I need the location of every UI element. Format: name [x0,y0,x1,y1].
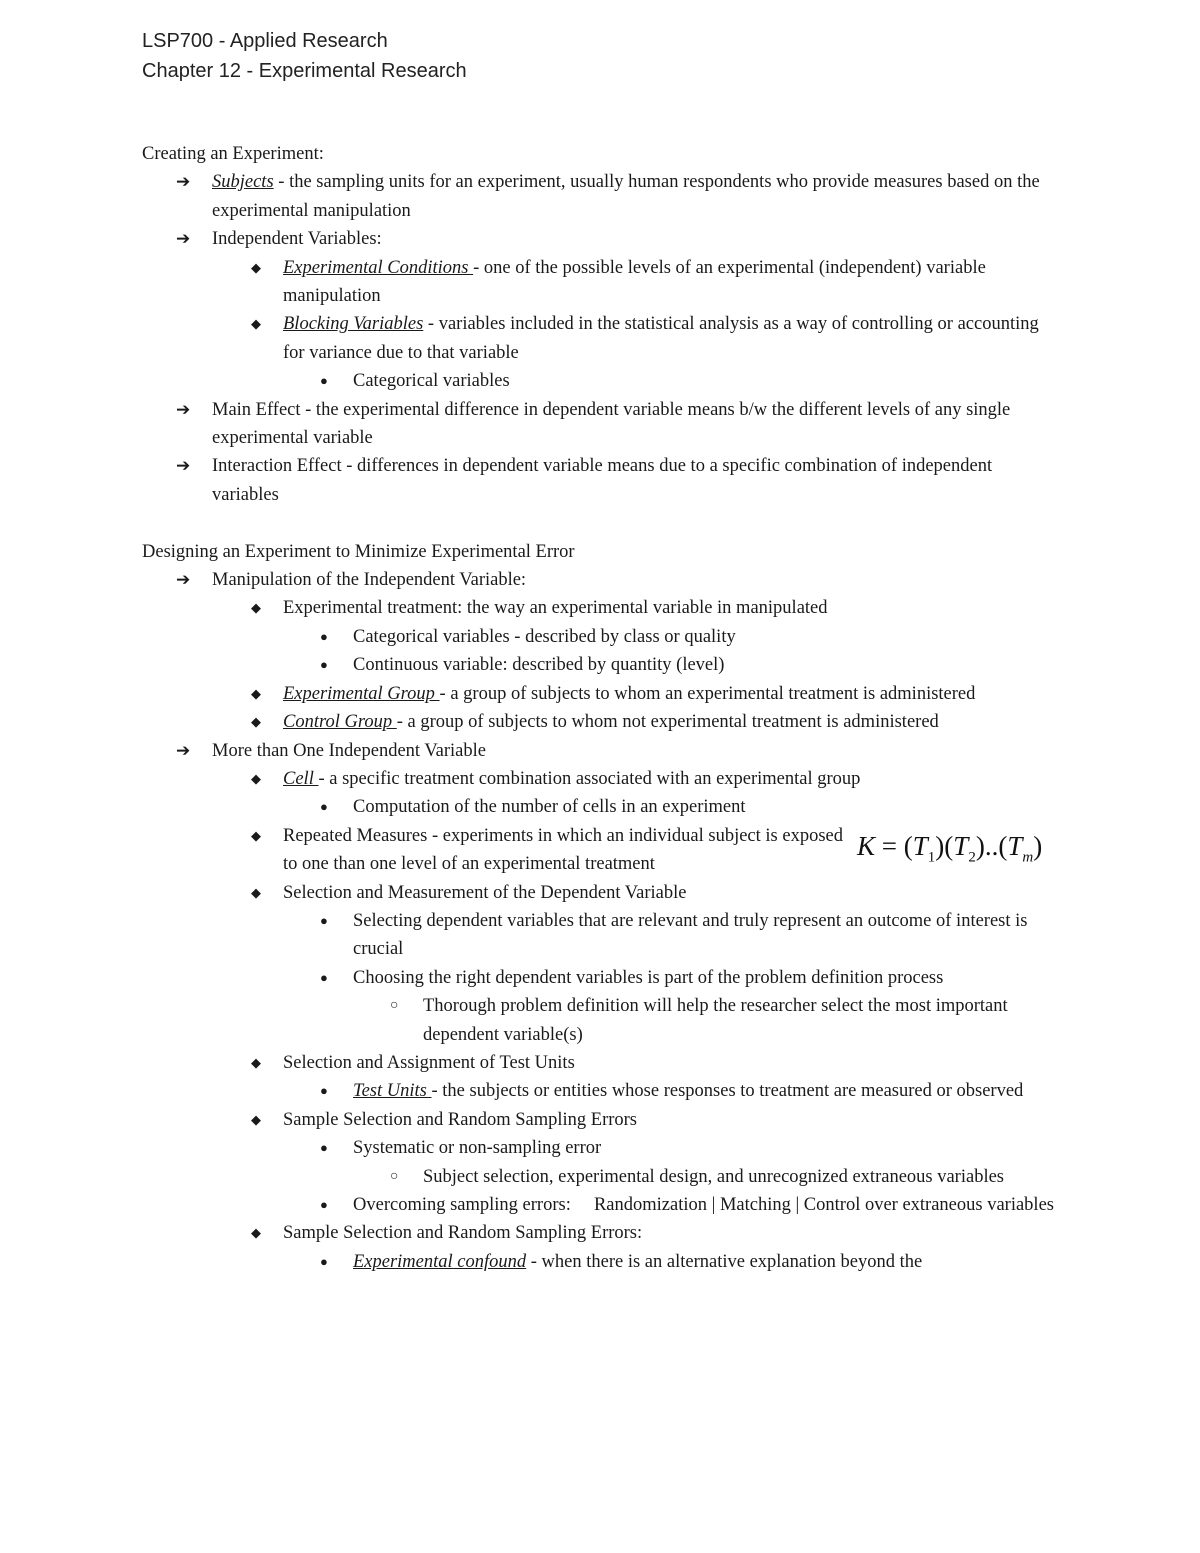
term-experimental-confound: Experimental confound [353,1251,527,1272]
list-item-cell [142,765,1062,793]
list-item-main-effect [142,396,1062,453]
diamond-icon: ◆ [251,770,261,786]
formula-paren: ) [1033,831,1043,861]
arrow-icon: ➔ [176,570,191,590]
arrow-icon: ➔ [176,172,191,192]
text-selection-tu: Selection and Assignment of Test Units [283,1052,575,1073]
text-selection-dv: Selection and Measurement of the Dependent Variable [283,882,687,903]
text-manipulation: Manipulation of the Independent Variable: [212,570,527,591]
text-computation: Computation of the number of cells in an experiment [353,797,746,818]
diamond-icon: ◆ [251,1054,261,1070]
list-item-categorical-variables [142,367,1062,395]
formula-paren: ) [975,831,985,861]
list-item-sample-selection [142,1106,1062,1134]
bullet-icon: ● [320,912,328,928]
section-spacer [142,509,1062,537]
definition-experimental-conditions: - one of the possible levels of an experimental (independent) variable manipulation [283,257,986,307]
text-categorical-variables: Categorical variables [353,371,510,392]
formula-paren: ( [998,831,1008,861]
list-item-experimental-treatment [142,594,1062,622]
list-item-more-than-one [142,737,1062,765]
text-systematic: Systematic or non-sampling error [353,1138,602,1159]
list-item-categorical [142,623,1062,651]
term-experimental-conditions: Experimental Conditions [283,257,474,278]
text-selecting-dv: Selecting dependent variables that are relevant and truly represent an outcome of interest is crucial [353,910,1028,960]
list-item-independent-variables [142,225,1062,253]
list-item-experimental-confound [142,1248,1062,1276]
definition-experimental-group: - a group of subjects to whom an experimental treatment is administered [439,683,976,704]
diamond-icon: ◆ [251,714,261,730]
term-experimental-group: Experimental Group [283,683,440,704]
course-title: LSP700 - Applied Research [142,30,388,52]
document-body [142,140,1062,1276]
formula-t: T [912,831,928,861]
bullet-icon: ● [320,657,328,673]
list-item-selecting-dv [142,907,1062,964]
diamond-icon: ◆ [251,1225,261,1241]
section-heading-creating: Creating an Experiment: [142,144,324,164]
text-overcoming: Overcoming sampling errors: Randomization | Matching | Control over extraneous variables [353,1195,1054,1216]
cell-count-formula [857,831,1042,866]
circle-icon: ○ [390,1168,399,1184]
formula-t: T [953,831,969,861]
list-item-experimental-conditions [142,254,1062,311]
list-item-computation [142,793,1062,821]
diamond-icon: ◆ [251,316,261,332]
arrow-icon: ➔ [176,740,191,760]
formula-sub-m: m [1022,849,1034,866]
formula-equals: = [875,831,904,861]
list-item-experimental-group [142,680,1062,708]
list-item-control-group [142,708,1062,736]
list-item-overcoming [142,1191,1062,1219]
arrow-icon: ➔ [176,229,191,249]
definition-control-group: - a group of subjects to whom not experimental treatment is administered [396,712,939,733]
diamond-icon: ◆ [251,259,261,275]
formula-t: T [1007,831,1023,861]
text-thorough: Thorough problem definition will help the researcher select the most important dependent variable(s) [423,996,1008,1045]
bullet-icon: ● [320,1253,328,1269]
list-item-subject-selection [142,1163,1062,1191]
diamond-icon: ◆ [251,600,261,616]
formula-dots: .. [984,831,999,861]
document-header [142,26,467,86]
formula-paren: ( [903,831,913,861]
arrow-icon: ➔ [176,456,191,476]
formula-paren: ( [944,831,954,861]
text-interaction-effect: Interaction Effect - differences in dependent variable means due to a specific combination of independent variables [212,456,993,505]
list-item-blocking-variables [142,310,1062,367]
list-item-thorough [142,992,1062,1049]
definition-experimental-confound: - when there is an alternative explanation beyond the [526,1251,923,1272]
formula-k: K [857,831,876,861]
text-main-effect: Main Effect - the experimental difference in dependent variable means b/w the different levels of any single experimental variable [212,399,1011,449]
definition-test-units: - the subjects or entities whose responses to treatment are measured or observed [431,1081,1024,1102]
list-item-systematic [142,1134,1062,1162]
term-test-units: Test Units [353,1081,432,1102]
bullet-icon: ● [320,799,328,815]
formula-sub-2: 2 [968,849,976,866]
list-item-repeated-measures [142,822,843,879]
definition-blocking-variables: - variables included in the statistical analysis as a way of controlling or accounting for variance due to that variable [283,314,1039,363]
list-item-continuous [142,651,1062,679]
term-subjects: Subjects [212,172,274,193]
bullet-icon: ● [320,628,328,644]
arrow-icon: ➔ [176,399,191,419]
text-independent-variables: Independent Variables: [212,229,382,250]
list-item-sample-selection-2 [142,1219,1062,1247]
text-continuous: Continuous variable: described by quantity (level) [353,655,725,676]
bullet-icon: ● [320,1140,328,1156]
list-item-choosing-dv [142,964,1062,992]
chapter-title: Chapter 12 - Experimental Research [142,60,467,82]
text-categorical: Categorical variables - described by class or quality [353,626,736,647]
text-choosing-dv: Choosing the right dependent variables is part of the problem definition process [353,967,944,988]
term-blocking-variables: Blocking Variables [283,314,424,335]
list-item-subjects [142,168,1062,225]
text-more-than-one: More than One Independent Variable [212,740,486,761]
list-item-interaction-effect [142,452,1062,509]
section-heading-designing: Designing an Experiment to Minimize Experimental Error [142,541,575,562]
diamond-icon: ◆ [251,1111,261,1127]
text-sample-selection: Sample Selection and Random Sampling Errors [283,1109,638,1130]
circle-icon: ○ [390,998,399,1014]
bullet-icon: ● [320,1197,328,1213]
definition-cell: - a specific treatment combination associated with an experimental group [318,768,861,789]
definition-subjects: - the sampling units for an experiment, usually human respondents who provide measures based on the experimental manipulation [212,172,1040,221]
diamond-icon: ◆ [251,827,261,843]
bullet-icon: ● [320,969,328,985]
text-subject-selection: Subject selection, experimental design, and unrecognized extraneous variables [423,1166,1004,1187]
formula-paren: ) [935,831,945,861]
text-sample-selection-2: Sample Selection and Random Sampling Errors: [283,1223,643,1244]
term-cell: Cell [283,768,319,789]
text-repeated-measures: Repeated Measures - experiments in which an individual subject is exposed to one than one level of an experimental treatment [283,825,843,875]
term-control-group: Control Group [283,712,397,733]
text-experimental-treatment: Experimental treatment: the way an experimental variable in manipulated [283,598,828,619]
list-item-selection-tu [142,1049,1062,1077]
list-item-selection-dv [142,879,1062,907]
diamond-icon: ◆ [251,884,261,900]
bullet-icon: ● [320,373,328,389]
bullet-icon: ● [320,1083,328,1099]
diamond-icon: ◆ [251,685,261,701]
list-item-test-units [142,1077,1062,1105]
formula-sub-1: 1 [927,849,936,866]
list-item-manipulation [142,566,1062,594]
